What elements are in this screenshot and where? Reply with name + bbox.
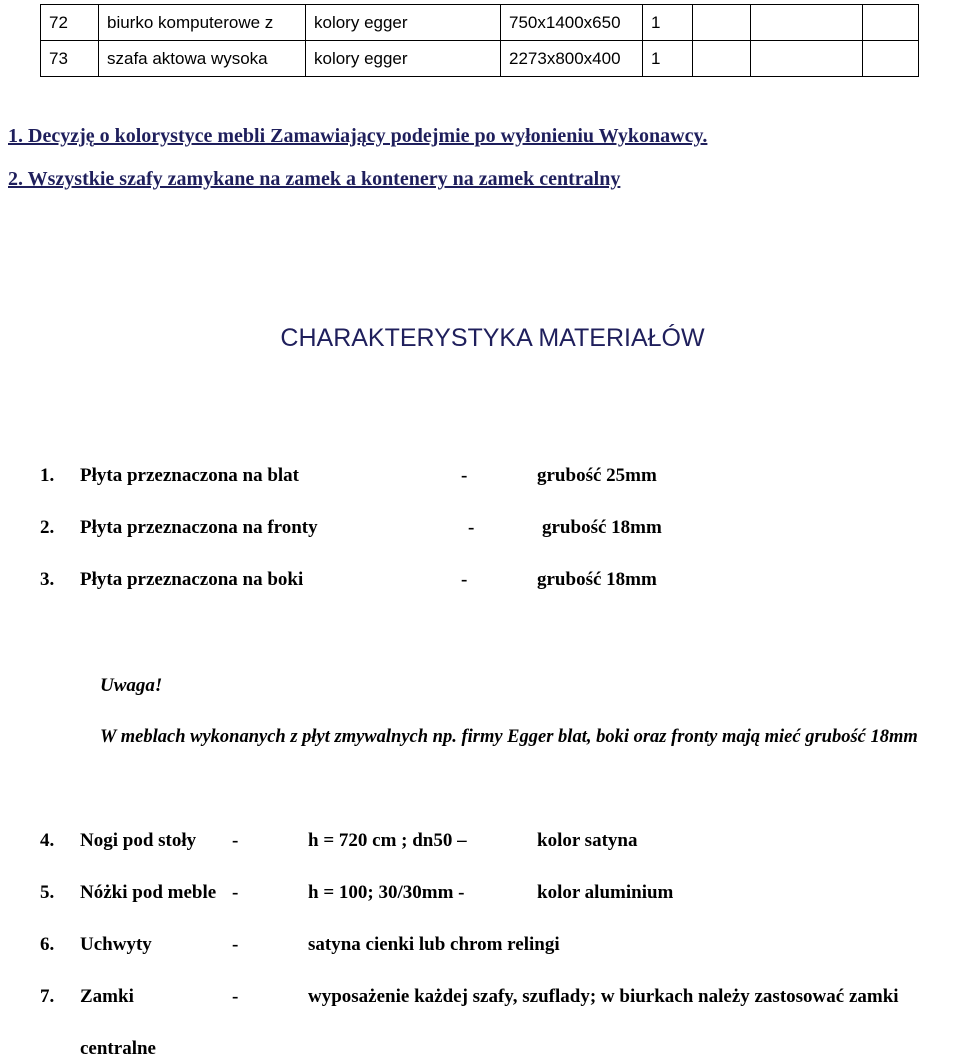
component-spec: wyposażenie każdej szafy, szuflady; w biurkach należy zastosować zamki xyxy=(308,986,899,1007)
note-locks: 2. Wszystkie szafy zamykane na zamek a kontenery na zamek centralny xyxy=(8,168,621,190)
component-finish: kolor aluminium xyxy=(537,882,674,903)
material-dash: - xyxy=(461,465,468,486)
item-number: 73 xyxy=(41,41,99,77)
item-name: biurko komputerowe z xyxy=(99,5,306,41)
material-number: 3. xyxy=(40,569,55,590)
item-name: szafa aktowa wysoka xyxy=(99,41,306,77)
table-row xyxy=(41,41,919,77)
material-number: 1. xyxy=(40,465,55,486)
warning-title: Uwaga! xyxy=(100,675,163,696)
warning-text: W meblach wykonanych z płyt zmywalnych np. firmy Egger blat, boki oraz fronty mają mieć grubość 18mm xyxy=(100,727,918,747)
empty-cell xyxy=(751,41,863,77)
empty-cell xyxy=(693,41,751,77)
item-dimensions: 750x1400x650 xyxy=(501,5,643,41)
component-label: Nogi pod stoły xyxy=(80,830,197,851)
empty-cell xyxy=(751,5,863,41)
component-finish: kolor satyna xyxy=(537,830,638,851)
component-spec: satyna cienki lub chrom relingi xyxy=(308,934,560,955)
component-label: Zamki xyxy=(80,986,134,1007)
note-color-decision: 1. Decyzję o kolorystyce mebli Zamawiający podejmie po wyłonieniu Wykonawcy. xyxy=(8,125,708,147)
material-label: Płyta przeznaczona na blat xyxy=(80,465,300,486)
material-dash: - xyxy=(468,517,475,538)
component-label: Uchwyty xyxy=(80,934,152,955)
component-spec: h = 720 cm ; dn50 – xyxy=(308,830,467,851)
component-dash: - xyxy=(232,934,239,955)
component-label: Nóżki pod meble xyxy=(80,882,217,903)
item-quantity: 1 xyxy=(643,5,693,41)
table-row xyxy=(41,5,919,41)
item-color: kolory egger xyxy=(306,41,501,77)
material-label: Płyta przeznaczona na fronty xyxy=(80,517,318,538)
material-thickness: grubość 18mm xyxy=(542,517,662,538)
material-label: Płyta przeznaczona na boki xyxy=(80,569,304,590)
empty-cell xyxy=(863,5,919,41)
component-number: 5. xyxy=(40,882,55,903)
component-number: 7. xyxy=(40,986,55,1007)
component-number: 6. xyxy=(40,934,55,955)
items-table xyxy=(40,4,919,77)
section-heading: CHARAKTERYSTYKA MATERIAŁÓW xyxy=(280,324,705,352)
material-thickness: grubość 25mm xyxy=(537,465,657,486)
component-continuation: centralne xyxy=(80,1038,156,1059)
material-thickness: grubość 18mm xyxy=(537,569,657,590)
component-dash: - xyxy=(232,986,239,1007)
component-spec: h = 100; 30/30mm - xyxy=(308,882,465,903)
item-color: kolory egger xyxy=(306,5,501,41)
component-number: 4. xyxy=(40,830,55,851)
empty-cell xyxy=(863,41,919,77)
item-dimensions: 2273x800x400 xyxy=(501,41,643,77)
item-quantity: 1 xyxy=(643,41,693,77)
material-number: 2. xyxy=(40,517,55,538)
material-dash: - xyxy=(461,569,468,590)
empty-cell xyxy=(693,5,751,41)
component-dash: - xyxy=(232,882,239,903)
component-dash: - xyxy=(232,830,239,851)
item-number: 72 xyxy=(41,5,99,41)
